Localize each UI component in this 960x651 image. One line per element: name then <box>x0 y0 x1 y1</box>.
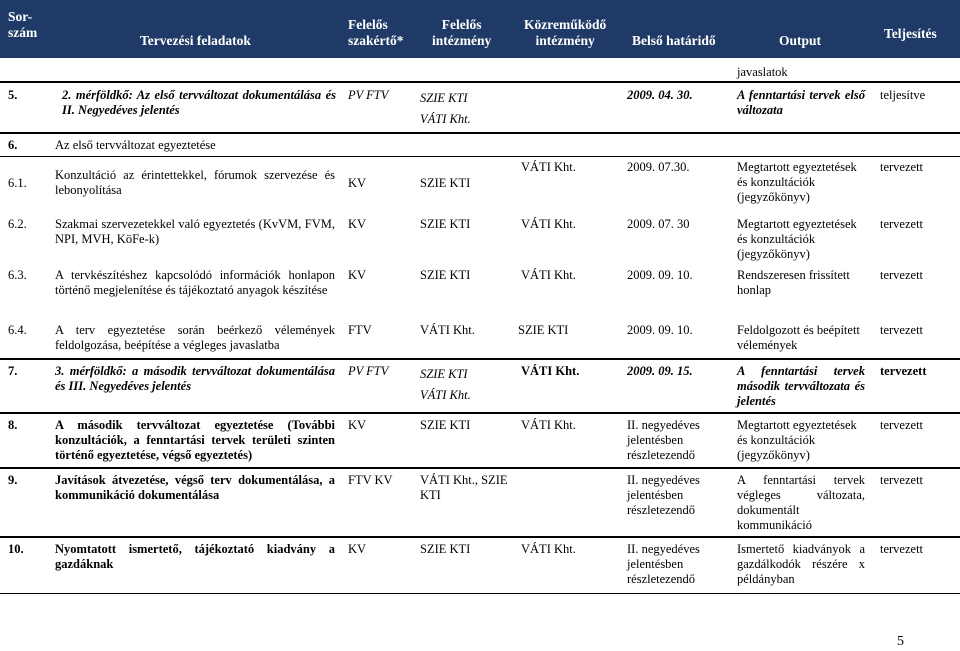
row-task: A tervkészítéshez kapcsolódó információk honlapon történő megjelenítése és tájékoztató anyagok készítése <box>55 268 335 297</box>
row-status: teljesítve <box>880 88 926 102</box>
row-output: A fenntartási tervek második tervváltozata és jelentés <box>737 364 865 408</box>
row-number: 6.3. <box>8 268 27 282</box>
row-number: 8. <box>8 418 18 432</box>
row-output: Megtartott egyeztetések és konzultációk (jegyzőkönyv) <box>737 160 857 204</box>
row-number: 6. <box>8 138 18 152</box>
row-deadline: 2009. 07. 30 <box>627 217 690 231</box>
row-status: tervezett <box>880 160 924 174</box>
row-cooperating: VÁTI Kht. <box>521 542 576 556</box>
row-status: tervezett <box>880 364 927 378</box>
row-number: 10. <box>8 542 24 556</box>
row-divider <box>0 81 960 83</box>
row-expert: KV <box>348 268 367 282</box>
header-col-cooperating: Közreműködő intézmény <box>524 17 607 48</box>
output-fragment: javaslatok <box>737 65 788 79</box>
row-expert: FTV KV <box>348 473 393 487</box>
row-output: Megtartott egyeztetések és konzultációk (jegyzőkönyv) <box>737 418 857 462</box>
row-status: tervezett <box>880 323 924 337</box>
row-number: 7. <box>8 364 18 378</box>
row-task: 3. mérföldkő: a második tervváltozat dokumentálása és III. Negyedéves jelentés <box>55 364 335 393</box>
row-deadline: II. negyedéves jelentésben részletezendő <box>627 542 700 586</box>
header-col-expert: Felelős szakértő* <box>348 17 404 48</box>
header-col-deadline: Belső határidő <box>632 33 716 48</box>
row-deadline: 2009. 09. 10. <box>627 268 693 282</box>
row-cooperating: VÁTI Kht. <box>521 217 576 231</box>
table-bottom-border <box>0 593 960 594</box>
row-task: Az első tervváltozat egyeztetése <box>55 138 216 152</box>
row-expert: PV FTV <box>348 364 389 378</box>
row-expert: KV <box>348 217 367 231</box>
row-output: A fenntartási tervek első változata <box>737 88 865 117</box>
row-divider <box>0 132 960 134</box>
row-status: tervezett <box>880 418 924 432</box>
row-deadline: II. negyedéves jelentésben részletezendő <box>627 473 700 517</box>
row-status: tervezett <box>880 217 924 231</box>
row-institution: SZIE KTI VÁTI Kht. <box>420 91 471 126</box>
row-divider <box>0 536 960 538</box>
row-institution: SZIE KTI <box>420 176 471 190</box>
row-expert: KV <box>348 418 367 432</box>
row-number: 6.2. <box>8 217 27 231</box>
row-cooperating: SZIE KTI <box>518 323 569 337</box>
header-col-output: Output <box>779 33 822 48</box>
row-deadline: 2009. 09. 15. <box>627 364 693 378</box>
row-output: Megtartott egyeztetések és konzultációk (jegyzőkönyv) <box>737 217 857 261</box>
row-task: Szakmai szervezetekkel való egyeztetés (KvVM, FVM, NPI, MVH, KöFe-k) <box>55 217 335 246</box>
row-divider <box>0 467 960 469</box>
row-divider <box>0 412 960 414</box>
row-institution: SZIE KTI VÁTI Kht. <box>420 367 471 402</box>
row-divider <box>0 358 960 360</box>
row-number: 9. <box>8 473 18 487</box>
header-col-status: Teljesítés <box>884 26 937 41</box>
row-task: Konzultáció az érintettekkel, fórumok szervezése és lebonyolítása <box>55 168 335 197</box>
header-col-number: Sor- szám <box>8 9 38 40</box>
header-col-institution: Felelős intézmény <box>432 17 492 48</box>
row-status: tervezett <box>880 473 924 487</box>
row-institution: SZIE KTI <box>420 217 471 231</box>
row-cooperating: VÁTI Kht. <box>521 268 576 282</box>
row-task: 2. mérföldkő: Az első tervváltozat dokumentálása és II. Negyedéves jelentés <box>62 88 336 117</box>
row-task: A terv egyeztetése során beérkező vélemények feldolgozása, beépítése a végleges javaslatba <box>55 323 335 352</box>
table-header <box>0 0 960 58</box>
row-task: Javítások átvezetése, végső terv dokumentálása, a kommunikáció dokumentálása <box>55 473 335 502</box>
row-expert: KV <box>348 542 367 556</box>
row-output: A fenntartási tervek végleges változata, dokumentált kommunikáció <box>737 473 865 532</box>
row-divider <box>0 156 960 157</box>
row-task: A második tervváltozat egyeztetése (További konzultációk, a fenntartási tervek területi szinten történő egyeztetése, végső egyeztetés) <box>55 418 335 462</box>
row-deadline: 2009. 07.30. <box>627 160 690 174</box>
row-institution: VÁTI Kht. <box>420 323 475 337</box>
row-institution: SZIE KTI <box>420 418 471 432</box>
row-institution: SZIE KTI <box>420 268 471 282</box>
row-output: Rendszeresen frissített honlap <box>737 268 850 297</box>
page-number: 5 <box>897 634 904 649</box>
row-cooperating: VÁTI Kht. <box>521 160 576 174</box>
row-institution: SZIE KTI <box>420 542 471 556</box>
row-institution: VÁTI Kht., SZIE KTI <box>420 473 508 502</box>
row-expert: FTV <box>348 323 372 337</box>
row-task: Nyomtatott ismertető, tájékoztató kiadvány a gazdáknak <box>55 542 335 571</box>
row-output: Ismertető kiadványok a gazdálkodók részére x példányban <box>737 542 865 586</box>
row-status: tervezett <box>880 542 924 556</box>
row-output: Feldolgozott és beépített vélemények <box>737 323 860 352</box>
row-number: 6.1. <box>8 176 27 190</box>
row-deadline: 2009. 09. 10. <box>627 323 693 337</box>
row-cooperating: VÁTI Kht. <box>521 364 580 378</box>
row-expert: PV FTV <box>348 88 389 102</box>
row-expert: KV <box>348 176 367 190</box>
row-number: 5. <box>8 88 18 102</box>
row-number: 6.4. <box>8 323 27 337</box>
row-deadline: II. negyedéves jelentésben részletezendő <box>627 418 700 462</box>
row-cooperating: VÁTI Kht. <box>521 418 576 432</box>
row-deadline: 2009. 04. 30. <box>627 88 693 102</box>
header-col-task: Tervezési feladatok <box>140 33 251 48</box>
row-status: tervezett <box>880 268 924 282</box>
